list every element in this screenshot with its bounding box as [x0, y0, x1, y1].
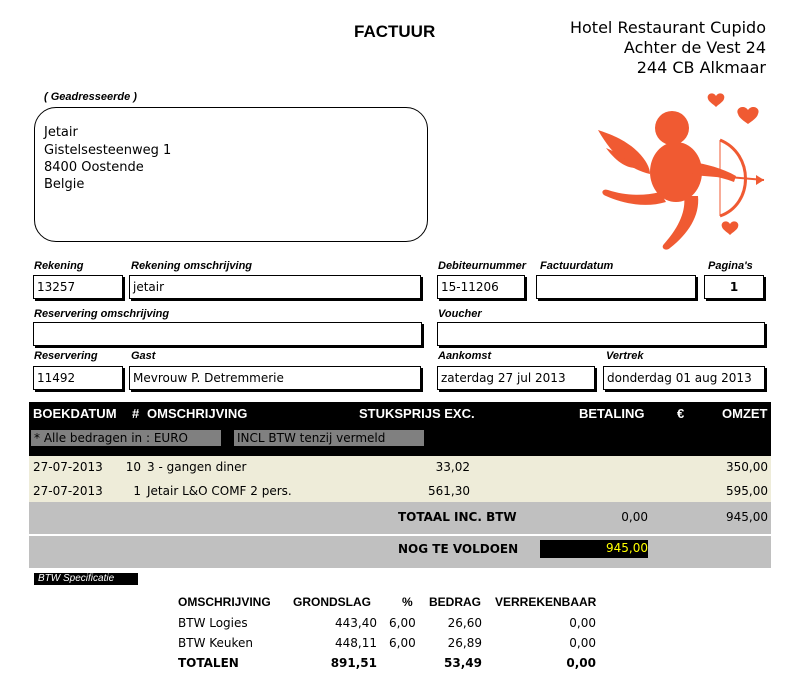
- factuurdatum-label: Factuurdatum: [540, 260, 614, 272]
- paginas-label: Pagina's: [708, 260, 753, 272]
- btw-note: INCL BTW tenzij vermeld: [234, 430, 424, 446]
- col-boekdatum: BOEKDATUM: [33, 406, 117, 421]
- col-euro: €: [677, 406, 685, 421]
- btw-totals-bedrag: 53,49: [444, 656, 482, 670]
- gast-field: Mevrouw P. Detremmerie: [129, 366, 421, 390]
- row-1-prijs: 33,02: [435, 460, 470, 474]
- btw-row-2-omschrijving: BTW Keuken: [178, 636, 254, 650]
- cupid-icon: [588, 88, 770, 254]
- addressee-line-1: Jetair: [44, 125, 78, 140]
- voldoen-value: 945,00: [540, 540, 648, 558]
- btw-col-verrekenbaar: VERREKENBAAR: [495, 595, 597, 609]
- btw-row-1-verrekenbaar: 0,00: [569, 616, 596, 630]
- gast-label: Gast: [131, 350, 156, 362]
- paginas-field: 1: [704, 275, 764, 299]
- hotel-name: Hotel Restaurant Cupido: [569, 18, 766, 37]
- btw-totals-grondslag: 891,51: [330, 656, 377, 670]
- rekening-omschrijving-label: Rekening omschrijving: [131, 260, 253, 272]
- addressee-line-2: Gistelsesteenweg 1: [44, 143, 172, 158]
- rekening-field: 13257: [33, 275, 123, 299]
- row-1-omschrijving: 3 - gangen diner: [147, 460, 247, 474]
- voucher-label: Voucher: [438, 308, 482, 320]
- col-omzet: OMZET: [722, 406, 768, 421]
- btw-col-grondslag: GRONDSLAG: [293, 595, 371, 609]
- btw-row-1-omschrijving: BTW Logies: [178, 616, 248, 630]
- vertrek-label: Vertrek: [606, 350, 644, 362]
- addressee-line-4: Belgie: [44, 177, 85, 192]
- btw-row-2-pct: 6,00: [389, 636, 416, 650]
- btw-col-pct: %: [402, 595, 413, 609]
- col-betaling: BETALING: [579, 406, 645, 421]
- hotel-street: Achter de Vest 24: [623, 38, 766, 57]
- row-1-omzet: 350,00: [726, 460, 768, 474]
- rekening-omschrijving-field: jetair: [129, 275, 421, 299]
- btw-col-omschrijving: OMSCHRIJVING: [178, 595, 271, 609]
- reservering-label: Reservering: [34, 350, 98, 362]
- btw-row-1-grondslag: 443,40: [335, 616, 377, 630]
- row-1-datum: 27-07-2013: [33, 460, 103, 474]
- btw-col-bedrag: BEDRAG: [429, 595, 482, 609]
- row-2-prijs: 561,30: [428, 484, 470, 498]
- col-nr: #: [132, 406, 140, 421]
- row-2-omschrijving: Jetair L&O COMF 2 pers.: [147, 484, 292, 498]
- totaal-omzet: 945,00: [726, 510, 768, 524]
- addressee-line-3: 8400 Oostende: [44, 160, 144, 175]
- reservering-omschrijving-field: [33, 322, 422, 346]
- reservering-field: 11492: [33, 366, 123, 390]
- reservering-omschrijving-label: Reservering omschrijving: [34, 308, 170, 320]
- row-1-aantal: 10: [125, 460, 141, 474]
- vertrek-field: donderdag 01 aug 2013: [603, 366, 765, 390]
- addressee-label: ( Geadresseerde ): [44, 91, 137, 103]
- row-2-datum: 27-07-2013: [33, 484, 103, 498]
- voldoen-label: NOG TE VOLDOEN: [398, 542, 519, 556]
- debiteurnummer-field: 15-11206: [437, 275, 525, 299]
- totaal-betaling: 0,00: [621, 510, 648, 524]
- row-2-omzet: 595,00: [726, 484, 768, 498]
- totaal-label: TOTAAL INC. BTW: [398, 510, 517, 524]
- btw-row-1-bedrag: 26,60: [447, 616, 482, 630]
- btw-row-2-bedrag: 26,89: [447, 636, 482, 650]
- row-2-aantal: 1: [133, 484, 141, 498]
- aankomst-field: zaterdag 27 jul 2013: [437, 366, 595, 390]
- col-omschrijving: OMSCHRIJVING: [147, 406, 248, 421]
- btw-row-2-verrekenbaar: 0,00: [569, 636, 596, 650]
- col-stuksprijs: STUKSPRIJS EXC.: [359, 406, 475, 421]
- btw-row-2-grondslag: 448,11: [335, 636, 377, 650]
- invoice-title: FACTUUR: [354, 22, 436, 41]
- hotel-city: 244 CB Alkmaar: [636, 58, 766, 77]
- aankomst-label: Aankomst: [438, 350, 492, 362]
- btw-specificatie-tag: BTW Specificatie: [34, 573, 138, 585]
- btw-row-1-pct: 6,00: [389, 616, 416, 630]
- btw-totals-label: TOTALEN: [178, 656, 239, 670]
- factuurdatum-field: [536, 275, 696, 299]
- debiteurnummer-label: Debiteurnummer: [438, 260, 527, 272]
- rekening-label: Rekening: [34, 260, 84, 272]
- voucher-field: [437, 322, 765, 346]
- currency-note: * Alle bedragen in : EURO: [31, 430, 221, 446]
- btw-totals-verrekenbaar: 0,00: [566, 656, 596, 670]
